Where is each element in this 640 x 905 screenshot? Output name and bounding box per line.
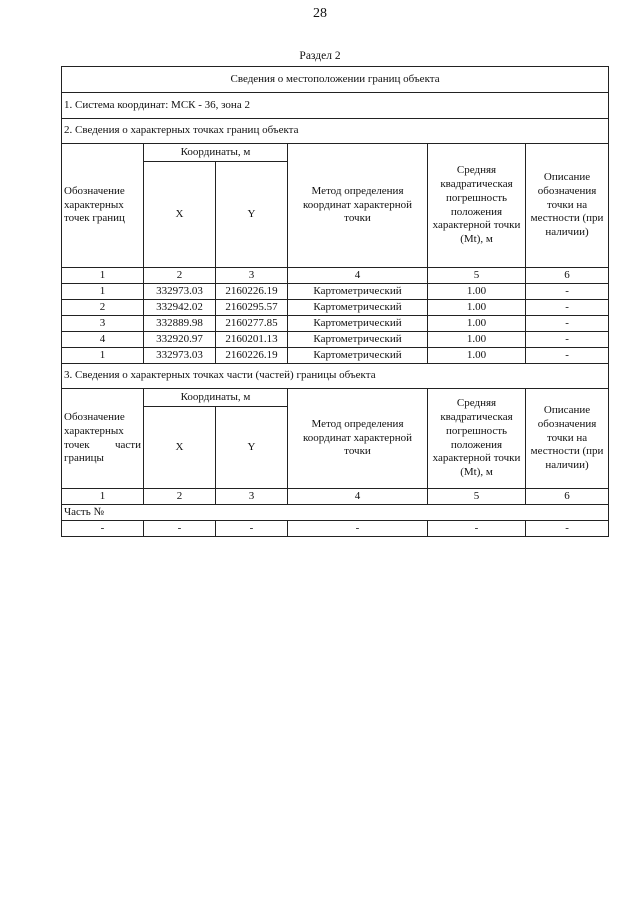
- empty-cell: -: [144, 521, 216, 537]
- part2-column-numbers-row: [62, 489, 609, 505]
- part1-column-numbers-row: [62, 268, 609, 284]
- section-title: Раздел 2: [299, 50, 341, 62]
- coordinate-system-row: [62, 93, 609, 119]
- part2-heading: 3. Сведения о характерных точках части (частей) границы объекта: [62, 364, 609, 389]
- point-label-header: Обозначение характерных точек границ: [62, 144, 144, 268]
- column-number: 4: [288, 489, 428, 505]
- point-id: 3: [62, 316, 144, 332]
- column-number: 2: [144, 268, 216, 284]
- error-value: 1.00: [428, 348, 526, 364]
- description: -: [526, 284, 609, 300]
- column-number: 1: [62, 489, 144, 505]
- part1-heading-row: [62, 119, 609, 144]
- y-coordinate: 2160295.57: [216, 300, 288, 316]
- x-header: X: [144, 407, 216, 489]
- point-label-line: характерных: [64, 424, 124, 437]
- point-label-line: границы: [64, 452, 104, 465]
- point-id: 4: [62, 332, 144, 348]
- table-row: [62, 316, 609, 332]
- table-row: [62, 332, 609, 348]
- description: -: [526, 348, 609, 364]
- boundary-table: [61, 66, 609, 537]
- part1-heading: 2. Сведения о характерных точках границ объекта: [62, 119, 609, 144]
- point-label-header: [62, 389, 144, 489]
- x-coordinate: 332942.02: [144, 300, 216, 316]
- error-header: Средняя квадратическая погрешность положения характерной точки (Mt), м: [428, 144, 526, 268]
- description-header: Описание обозначения точки на местности (при наличии): [526, 144, 609, 268]
- description: -: [526, 332, 609, 348]
- x-coordinate: 332973.03: [144, 348, 216, 364]
- page-number: 28: [313, 6, 327, 21]
- method-header: Метод определения координат характерной точки: [288, 389, 428, 489]
- error-value: 1.00: [428, 316, 526, 332]
- part-label-row: [62, 505, 609, 521]
- empty-cell: -: [428, 521, 526, 537]
- part2-heading-row: [62, 364, 609, 389]
- error-value: 1.00: [428, 300, 526, 316]
- column-number: 3: [216, 489, 288, 505]
- table-row: [62, 284, 609, 300]
- empty-cell: -: [288, 521, 428, 537]
- part-label: Часть №: [62, 505, 609, 521]
- method: Картометрический: [288, 284, 428, 300]
- empty-cell: -: [62, 521, 144, 537]
- coords-header: Координаты, м: [144, 144, 288, 162]
- table-title-row: [62, 67, 609, 93]
- column-number: 6: [526, 489, 609, 505]
- part1-header-row: [62, 144, 609, 162]
- y-header: Y: [216, 407, 288, 489]
- point-id: 1: [62, 348, 144, 364]
- error-header: Средняя квадратическая погрешность положения характерной точки (Mt), м: [428, 389, 526, 489]
- y-coordinate: 2160226.19: [216, 348, 288, 364]
- coordinate-system: 1. Система координат: МСК - 36, зона 2: [62, 93, 609, 119]
- point-id: 1: [62, 284, 144, 300]
- column-number: 1: [62, 268, 144, 284]
- table-row: [62, 521, 609, 537]
- method: Картометрический: [288, 300, 428, 316]
- empty-cell: -: [216, 521, 288, 537]
- y-coordinate: 2160226.19: [216, 284, 288, 300]
- column-number: 5: [428, 489, 526, 505]
- point-id: 2: [62, 300, 144, 316]
- point-label-line: Обозначение: [64, 411, 125, 423]
- table-title: Сведения о местоположении границ объекта: [62, 67, 609, 93]
- error-value: 1.00: [428, 332, 526, 348]
- x-coordinate: 332920.97: [144, 332, 216, 348]
- y-coordinate: 2160277.85: [216, 316, 288, 332]
- table-row: [62, 300, 609, 316]
- column-number: 4: [288, 268, 428, 284]
- column-number: 2: [144, 489, 216, 505]
- description: -: [526, 300, 609, 316]
- coords-header: Координаты, м: [144, 389, 288, 407]
- empty-cell: -: [526, 521, 609, 537]
- column-number: 6: [526, 268, 609, 284]
- x-header: X: [144, 162, 216, 268]
- method: Картометрический: [288, 348, 428, 364]
- description-header: Описание обозначения точки на местности (при наличии): [526, 389, 609, 489]
- y-coordinate: 2160201.13: [216, 332, 288, 348]
- point-label-line: точек части: [64, 438, 141, 451]
- method-header: Метод определения координат характерной точки: [288, 144, 428, 268]
- x-coordinate: 332973.03: [144, 284, 216, 300]
- column-number: 5: [428, 268, 526, 284]
- table-row: [62, 348, 609, 364]
- method: Картометрический: [288, 332, 428, 348]
- y-header: Y: [216, 162, 288, 268]
- x-coordinate: 332889.98: [144, 316, 216, 332]
- description: -: [526, 316, 609, 332]
- method: Картометрический: [288, 316, 428, 332]
- error-value: 1.00: [428, 284, 526, 300]
- column-number: 3: [216, 268, 288, 284]
- part2-header-row: [62, 389, 609, 407]
